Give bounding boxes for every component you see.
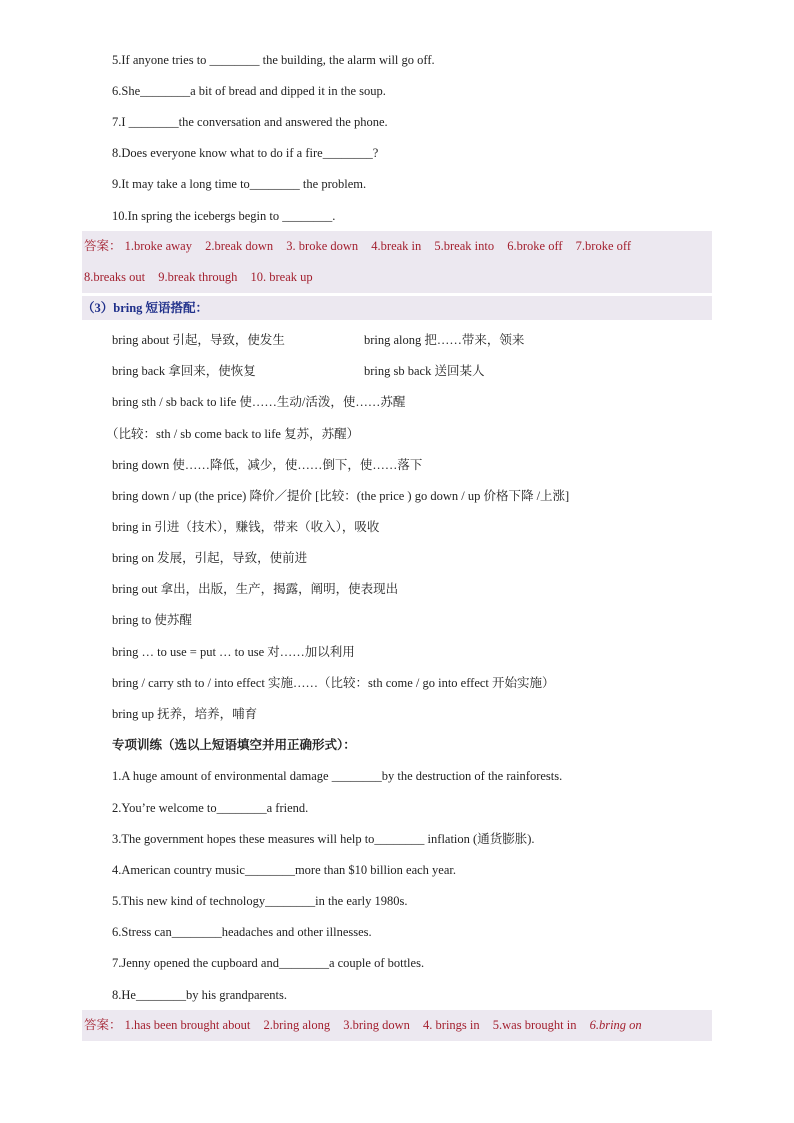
exercise-line: 5.This new kind of technology________in the early 1980s. [112, 894, 408, 908]
answer-item: 4. brings in [423, 1018, 480, 1032]
answer-item: 2.bring along [263, 1018, 331, 1032]
answer-row [82, 231, 712, 262]
answer-block [82, 1010, 712, 1041]
answer-row [82, 262, 712, 293]
exercise-line: 3.The government hopes these measures will help to________ inflation (通货膨胀). [112, 832, 535, 846]
exercise-line: 10.In spring the icebergs begin to ________. [112, 209, 336, 223]
answer-item: 3.bring down [343, 1018, 410, 1032]
training-title: 专项训练（选以上短语填空并用正确形式）： [112, 738, 356, 752]
exercise-line: 6.She________a bit of bread and dipped it in the soup. [112, 84, 386, 98]
answer-item: 9.break through [158, 270, 238, 284]
phrase-line: bring to 使苏醒 [112, 613, 192, 627]
phrase-line: bring sth / sb back to life 使……生动/活泼，使……苏醒 [112, 395, 406, 409]
answer-item: 7.broke off [575, 239, 631, 253]
answer-block [82, 231, 712, 293]
phrase-line: bring out 拿出，出版，生产，揭露，阐明，使表现出 [112, 582, 399, 596]
answer-item: 1.broke away [124, 239, 192, 253]
phrase-line: bring … to use = put … to use 对……加以利用 [112, 645, 355, 659]
answer-item: 6.broke off [507, 239, 563, 253]
answer-label: 答案： [84, 239, 122, 253]
exercise-line: 4.American country music________more than $10 billion each year. [112, 863, 457, 877]
answer-item: 3. broke down [286, 239, 359, 253]
answer-item: 6.bring on [589, 1018, 642, 1032]
phrase-line: bring up 抚养，培养，哺育 [112, 707, 258, 721]
phrase-line: bring / carry sth to / into effect 实施……（比较：sth come / go into effect 开始实施） [112, 676, 555, 690]
phrase-line: bring along 把……带来，领来 [364, 333, 525, 347]
phrase-line: bring sb back 送回某人 [364, 364, 485, 378]
answer-item: 5.was brought in [492, 1018, 577, 1032]
answer-label: 答案： [84, 1018, 122, 1032]
exercise-line: 7.Jenny opened the cupboard and________a couple of bottles. [112, 956, 425, 970]
phrase-line: bring in 引进（技术），赚钱，带来（收入），吸收 [112, 520, 380, 534]
exercise-line: 5.If anyone tries to ________ the building, the alarm will go off. [112, 53, 435, 67]
phrase-line: bring down 使……降低，减少，使……倒下，使……落下 [112, 458, 423, 472]
answer-item: 8.breaks out [84, 270, 146, 284]
phrase-line: （比较：sth / sb come back to life 复苏，苏醒） [106, 427, 360, 441]
phrase-line: bring down / up (the price) 降价／提价 [比较：(the price ) go down / up 价格下降 /上涨] [112, 489, 570, 503]
answer-item: 5.break into [434, 239, 495, 253]
phrase-line: bring back 拿回来，使恢复 [112, 364, 256, 378]
section-heading: （3）bring 短语搭配： [82, 296, 712, 320]
exercise-line: 8.Does everyone know what to do if a fire________? [112, 146, 379, 160]
answer-item: 4.break in [371, 239, 422, 253]
exercise-line: 8.He________by his grandparents. [112, 988, 287, 1002]
phrase-line: bring on 发展，引起，导致，使前进 [112, 551, 308, 565]
answer-item: 2.break down [205, 239, 274, 253]
exercise-line: 6.Stress can________headaches and other illnesses. [112, 925, 372, 939]
answer-item: 10. break up [250, 270, 313, 284]
exercise-line: 2.You’re welcome to________a friend. [112, 801, 309, 815]
exercise-line: 1.A huge amount of environmental damage ________by the destruction of the rainforests. [112, 769, 563, 783]
exercise-line: 7.I ________the conversation and answered the phone. [112, 115, 388, 129]
answer-row [82, 1010, 712, 1041]
answer-item: 1.has been brought about [124, 1018, 251, 1032]
exercise-line: 9.It may take a long time to________ the problem. [112, 177, 367, 191]
phrase-line: bring about 引起，导致，使发生 [112, 333, 285, 347]
